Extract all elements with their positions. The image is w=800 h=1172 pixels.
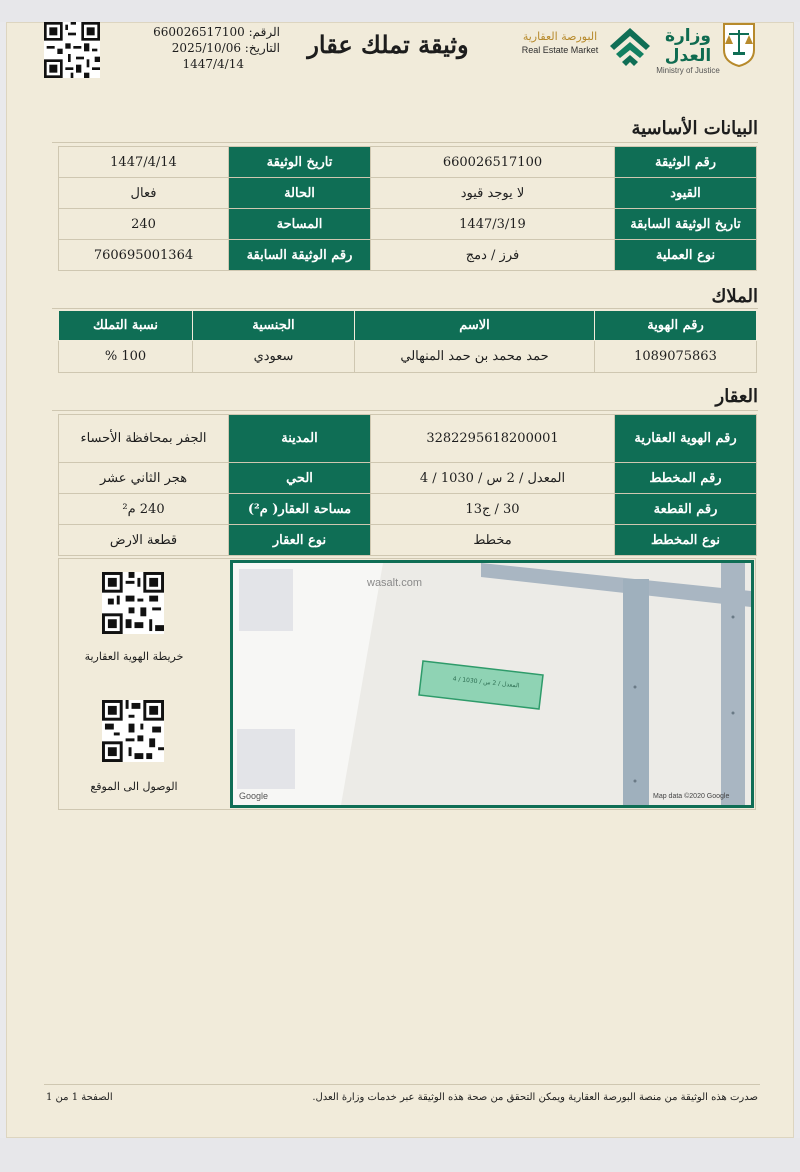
field-label: تاريخ الوثيقة السابقة bbox=[615, 209, 757, 240]
field-value: 30 / ج13 bbox=[371, 494, 615, 525]
property-section-title: العقار bbox=[715, 386, 758, 407]
field-label: رقم الوثيقة السابقة bbox=[229, 240, 371, 271]
field-value: الجفر بمحافظة الأحساء bbox=[59, 415, 229, 463]
page-number: الصفحة 1 من 1 bbox=[46, 1092, 113, 1103]
owner-share: 100 % bbox=[59, 341, 193, 373]
table-row bbox=[59, 178, 757, 209]
divider bbox=[52, 410, 758, 411]
owner-share-header: نسبة التملك bbox=[59, 311, 193, 341]
map-credit: Map data ©2020 Google bbox=[653, 793, 730, 800]
owners-section-title: الملاك bbox=[711, 286, 758, 307]
field-label: تاريخ الوثيقة bbox=[229, 147, 371, 178]
qr-caption-location: الوصول الى الموقع bbox=[90, 780, 178, 793]
date-hijri: 1447/4/14 bbox=[182, 57, 244, 71]
field-label: نوع المخطط bbox=[615, 525, 757, 556]
field-value: 1447/4/14 bbox=[59, 147, 229, 178]
footer-note: صدرت هذه الوثيقة من منصة البورصة العقارية ويمكن التحقق من صحة هذه الوثيقة عبر خدمات وزارة العدل. bbox=[312, 1092, 758, 1103]
date-gregorian: 2025/10/06 bbox=[171, 41, 241, 55]
basic-info-table bbox=[58, 146, 757, 271]
moj-logo-arabic: وزارة العدل bbox=[664, 26, 712, 66]
divider bbox=[52, 308, 758, 309]
table-row bbox=[59, 341, 757, 373]
ministry-of-justice-logo bbox=[656, 26, 720, 75]
top-margin bbox=[0, 0, 800, 22]
table-row bbox=[59, 415, 757, 463]
map-parcel-label: المعدل / 2 س / 1030 / 4 bbox=[452, 675, 520, 690]
field-value: المعدل / 2 س / 1030 / 4 bbox=[371, 463, 615, 494]
table-row bbox=[59, 525, 757, 556]
date-label: التاريخ: bbox=[244, 41, 280, 55]
field-label: المساحة bbox=[229, 209, 371, 240]
table-row bbox=[59, 209, 757, 240]
field-value: 240 bbox=[59, 209, 229, 240]
basic-section-title: البيانات الأساسية bbox=[631, 118, 758, 139]
field-value: لا يوجد قيود bbox=[371, 178, 615, 209]
real-estate-market-logo bbox=[514, 30, 606, 55]
owners-table bbox=[58, 310, 757, 373]
owner-name-header: الاسم bbox=[355, 311, 595, 341]
field-value: 240 م² bbox=[59, 494, 229, 525]
moj-logo-english: Ministry of Justice bbox=[656, 66, 720, 75]
owner-nationality-header: الجنسية bbox=[193, 311, 355, 341]
google-logo: Google bbox=[239, 791, 269, 801]
field-value: 760695001364 bbox=[59, 240, 229, 271]
rem-logo-english: Real Estate Market bbox=[521, 45, 599, 55]
field-label: مساحة العقار( م²) bbox=[229, 494, 371, 525]
property-table bbox=[58, 414, 757, 556]
rem-logo-arabic: البورصة العقارية bbox=[522, 30, 598, 43]
footer-divider bbox=[44, 1084, 760, 1085]
field-label: رقم المخطط bbox=[615, 463, 757, 494]
page-title: وثيقة تملك عقار bbox=[307, 30, 469, 59]
field-value: قطعة الارض bbox=[59, 525, 229, 556]
field-label: الحالة bbox=[229, 178, 371, 209]
owner-nationality: سعودي bbox=[193, 341, 355, 373]
field-value: 3282295618200001 bbox=[371, 415, 615, 463]
table-row bbox=[59, 494, 757, 525]
divider bbox=[52, 142, 758, 143]
field-value: فعال bbox=[59, 178, 229, 209]
rem-mark-icon bbox=[606, 24, 654, 70]
header-qr-code-icon bbox=[44, 22, 100, 78]
owner-id-header: رقم الهوية bbox=[595, 311, 757, 341]
bottom-margin bbox=[0, 1138, 800, 1172]
field-label: المدينة bbox=[229, 415, 371, 463]
field-label: نوع العملية bbox=[615, 240, 757, 271]
location-qr-code-icon[interactable] bbox=[102, 700, 164, 762]
property-map[interactable] bbox=[230, 560, 754, 808]
number-label: الرقم: bbox=[248, 25, 280, 39]
owner-name: حمد محمد بن حمد المنهالي bbox=[355, 341, 595, 373]
qr-caption-map: خريطة الهوية العقارية bbox=[84, 650, 184, 663]
property-map-qr-code-icon[interactable] bbox=[102, 572, 164, 634]
field-value: هجر الثاني عشر bbox=[59, 463, 229, 494]
map-watermark: wasalt.com bbox=[367, 577, 423, 589]
field-label: الحي bbox=[229, 463, 371, 494]
field-value: 660026517100 bbox=[371, 147, 615, 178]
field-value: 1447/3/19 bbox=[371, 209, 615, 240]
scales-emblem-icon bbox=[720, 20, 758, 68]
field-value: فرز / دمج bbox=[371, 240, 615, 271]
document-meta bbox=[130, 24, 280, 72]
field-label: رقم القطعة bbox=[615, 494, 757, 525]
owner-id: 1089075863 bbox=[595, 341, 757, 373]
table-row bbox=[59, 463, 757, 494]
table-row bbox=[59, 240, 757, 271]
number-value: 660026517100 bbox=[153, 25, 245, 39]
field-label: رقم الوثيقة bbox=[615, 147, 757, 178]
field-label: القيود bbox=[615, 178, 757, 209]
field-value: مخطط bbox=[371, 525, 615, 556]
table-row bbox=[59, 147, 757, 178]
field-label: رقم الهوية العقارية bbox=[615, 415, 757, 463]
field-label: نوع العقار bbox=[229, 525, 371, 556]
